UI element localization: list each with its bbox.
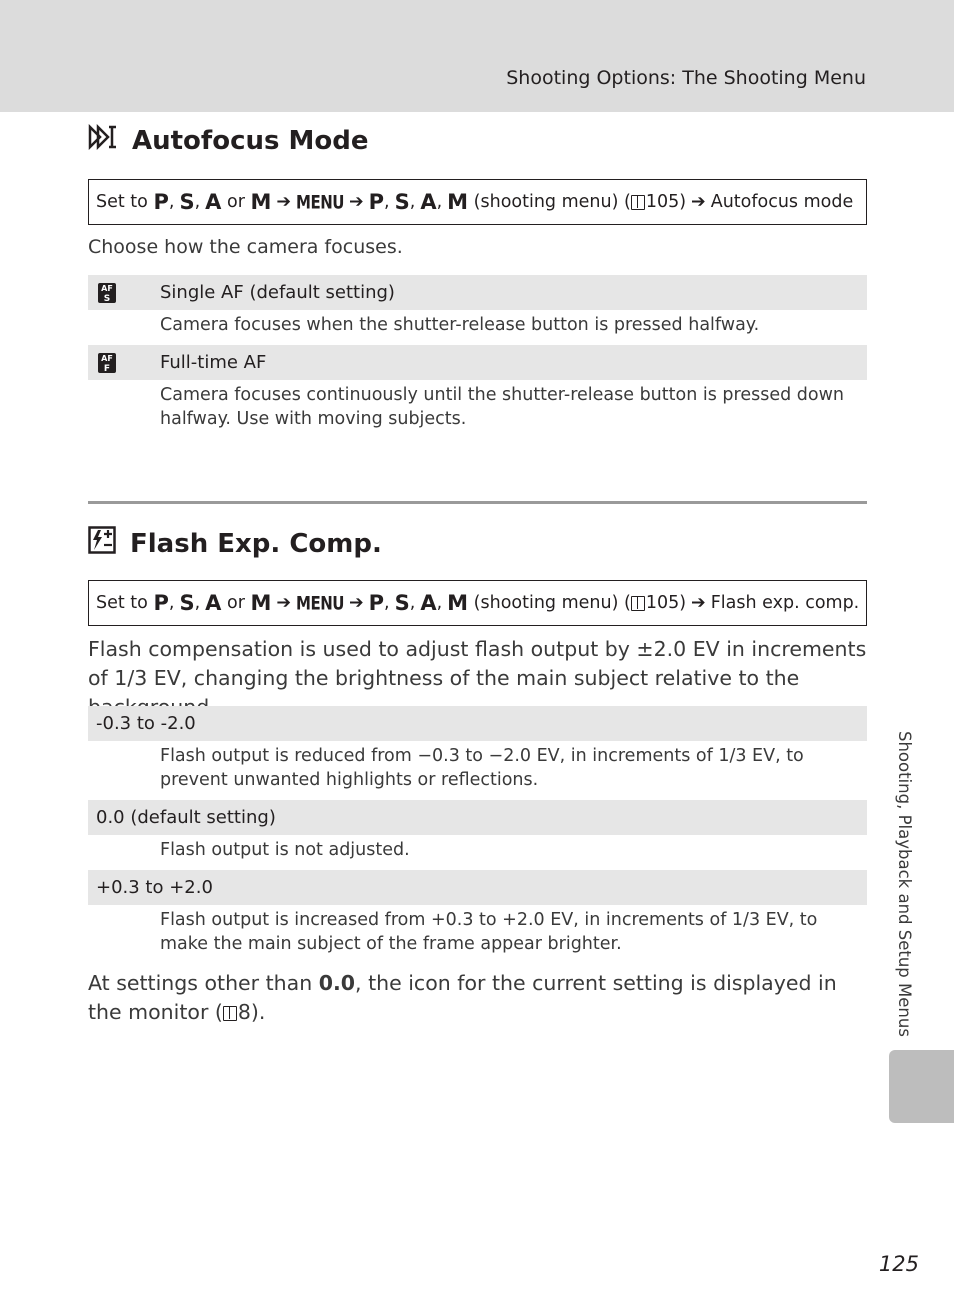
page-reference-icon <box>223 1006 237 1021</box>
section-divider <box>88 501 867 504</box>
mode-m: M <box>250 190 272 214</box>
autofocus-mode-icon <box>88 124 118 157</box>
option-row-full-time-af <box>88 345 867 380</box>
single-af-icon <box>96 282 118 304</box>
page-reference-icon <box>631 596 645 611</box>
arrow-right-icon: ➔ <box>348 593 364 613</box>
autofocus-menu-path: Set to P , S , A or M ➔ MENU ➔ P , S , A , M (shooting menu) ( 105) ➔ Autofocus mode <box>88 179 867 225</box>
mode-p: P <box>153 190 169 214</box>
page-reference-icon <box>631 195 645 210</box>
arrow-right-icon: ➔ <box>276 593 292 613</box>
note-text: , the icon for the current setting is displayed in the monitor ( <box>88 971 837 1024</box>
path-page-ref: 105) <box>645 593 687 613</box>
option-label: Full-time AF <box>160 352 267 373</box>
path-or: or <box>226 192 245 212</box>
option-row-single-af <box>88 275 867 310</box>
mode-a: A <box>205 190 222 214</box>
mode-m: M <box>447 190 469 214</box>
option-description: Camera focuses continuously until the shutter-release button is pressed down halfway. Use with moving subjects. <box>160 385 844 429</box>
note-page-ref: 8). <box>237 1000 266 1024</box>
mode-s: S <box>179 190 195 214</box>
svg-text:S: S <box>103 293 111 304</box>
page-number: 125 <box>878 1252 919 1276</box>
section-title-text: Flash Exp. Comp. <box>130 528 382 559</box>
full-time-af-icon <box>96 352 118 374</box>
header-band <box>0 0 954 112</box>
mode-p: P <box>153 591 169 615</box>
option-description: Flash output is reduced from −0.3 to −2.0 EV, in increments of 1/3 EV, to prevent unwanted highlights or reflections. <box>160 746 804 790</box>
side-tab-label: Shooting, Playback and Setup Menus <box>895 731 914 1037</box>
mode-m: M <box>250 591 272 615</box>
arrow-right-icon: ➔ <box>691 192 706 212</box>
mode-a: A <box>420 591 437 615</box>
menu-button-glyph: MENU <box>296 591 344 615</box>
svg-text:F: F <box>103 363 111 374</box>
svg-text:AF: AF <box>101 353 113 363</box>
path-item: Autofocus mode <box>710 192 854 212</box>
section-title-text: Autofocus Mode <box>132 125 369 156</box>
path-shooting-menu: (shooting menu) ( <box>473 192 631 212</box>
option-description: Flash output is not adjusted. <box>160 840 410 860</box>
path-shooting-menu: (shooting menu) ( <box>473 593 631 613</box>
flash-exp-comp-icon <box>88 526 116 561</box>
mode-m: M <box>447 591 469 615</box>
mode-p: P <box>368 591 385 615</box>
autofocus-section-title <box>88 124 369 157</box>
option-description: Flash output is increased from +0.3 to +2.0 EV, in increments of 1/3 EV, to make the main subject of the frame appear brighter. <box>160 910 818 954</box>
path-set-to: Set to <box>96 192 148 212</box>
flash-section-title <box>88 526 382 561</box>
mode-a: A <box>420 190 437 214</box>
svg-text:AF: AF <box>101 283 113 293</box>
flash-note <box>88 969 868 1027</box>
path-or: or <box>226 593 245 613</box>
arrow-right-icon: ➔ <box>691 593 706 613</box>
option-label: -0.3 to -2.0 <box>96 713 196 734</box>
running-header: Shooting Options: The Shooting Menu <box>506 67 866 89</box>
menu-button-glyph: MENU <box>296 190 344 214</box>
option-label: 0.0 (default setting) <box>96 807 276 828</box>
option-label: Single AF (default setting) <box>160 282 395 303</box>
mode-s: S <box>394 190 410 214</box>
path-set-to: Set to <box>96 593 148 613</box>
option-row-zero <box>88 800 867 835</box>
option-description: Camera focuses when the shutter-release button is pressed halfway. <box>160 315 760 335</box>
side-tab-marker <box>889 1050 954 1123</box>
option-label: +0.3 to +2.0 <box>96 877 213 898</box>
mode-s: S <box>394 591 410 615</box>
option-row-plus <box>88 870 867 905</box>
flash-menu-path: Set to P , S , A or M ➔ MENU ➔ P , S , A , M (shooting menu) ( 105) ➔ Flash exp. comp. <box>88 580 867 626</box>
arrow-right-icon: ➔ <box>348 192 364 212</box>
mode-a: A <box>205 591 222 615</box>
option-row-minus <box>88 706 867 741</box>
flash-intro: Flash compensation is used to adjust flash output by ±2.0 EV in increments of 1/3 EV, changing the brightness of the main subject relative to the <box>88 637 867 690</box>
path-page-ref: 105) <box>645 192 687 212</box>
note-text: At settings other than <box>88 971 319 995</box>
mode-s: S <box>179 591 195 615</box>
mode-p: P <box>368 190 385 214</box>
path-item: Flash exp. comp. <box>710 593 860 613</box>
arrow-right-icon: ➔ <box>276 192 292 212</box>
autofocus-intro: Choose how the camera focuses. <box>88 236 403 258</box>
note-bold-value: 0.0 <box>318 971 356 995</box>
